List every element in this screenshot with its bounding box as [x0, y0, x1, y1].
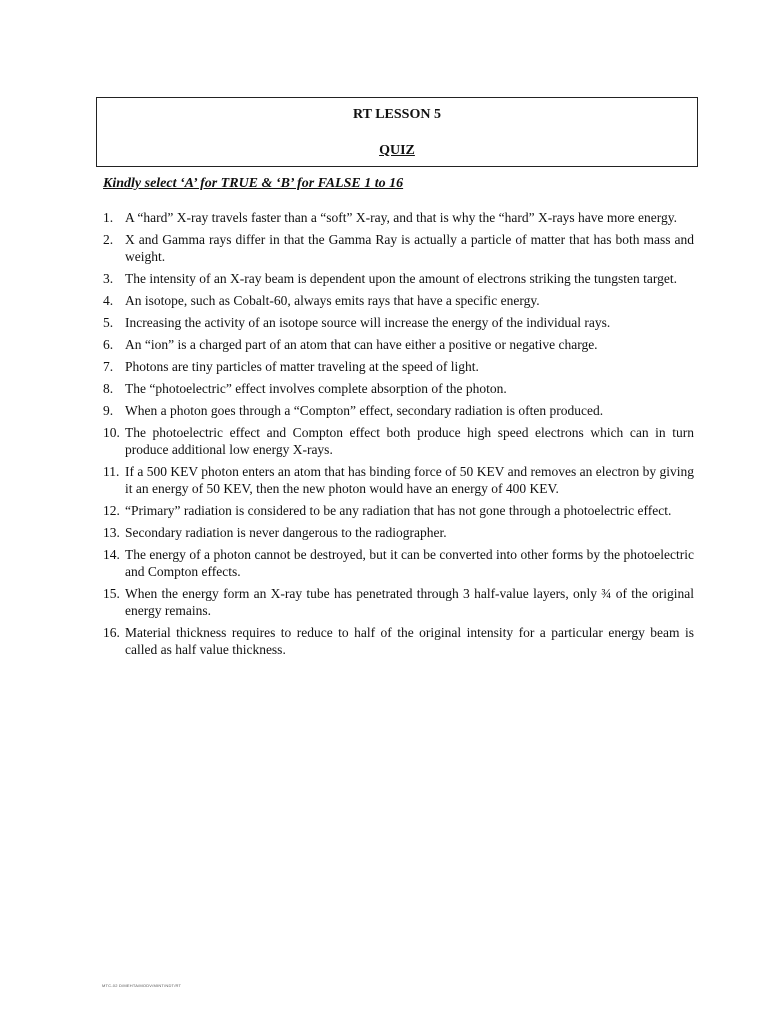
- question-number: 13.: [103, 525, 120, 540]
- question-text: Photons are tiny particles of matter traveling at the speed of light.: [125, 359, 479, 374]
- question-text: The photoelectric effect and Compton effect both produce high speed electrons which can in turn produce additional low energy X-rays.: [125, 425, 694, 457]
- document-footer-code: MTC-02 D/MEHTA/MODV/MINT/NDT/RT: [102, 983, 182, 988]
- question-item: [103, 209, 694, 226]
- question-item: [103, 524, 694, 541]
- question-text: A “hard” X-ray travels faster than a “soft” X-ray, and that is why the “hard” X-rays have more energy.: [125, 210, 678, 225]
- question-text: When a photon goes through a “Compton” effect, secondary radiation is often produced.: [125, 403, 604, 418]
- question-item: [103, 380, 694, 397]
- question-text: An isotope, such as Cobalt-60, always emits rays that have a specific energy.: [125, 293, 540, 308]
- question-number: 1.: [103, 210, 114, 225]
- question-item: [103, 292, 694, 309]
- question-text: The energy of a photon cannot be destroyed, but it can be converted into other forms by the photoelectric and Compton effects.: [125, 547, 694, 579]
- question-item: [103, 314, 694, 331]
- question-item: [103, 402, 694, 419]
- question-text: If a 500 KEV photon enters an atom that has binding force of 50 KEV and removes an electron by giving it an energy of 50 KEV, then the new photon would have an energy of 400 KEV.: [125, 464, 694, 496]
- question-item: [103, 546, 694, 580]
- question-item: [103, 463, 694, 497]
- question-number: 4.: [103, 293, 114, 308]
- question-text: X and Gamma rays differ in that the Gamma Ray is actually a particle of matter that has both mass and weight.: [125, 232, 694, 264]
- question-text: Increasing the activity of an isotope source will increase the energy of the individual rays.: [125, 315, 611, 330]
- question-number: 11.: [103, 464, 120, 479]
- question-number: 14.: [103, 547, 120, 562]
- question-item: [103, 231, 694, 265]
- question-number: 15.: [103, 586, 120, 601]
- question-number: 2.: [103, 232, 114, 247]
- quiz-title: QUIZ: [379, 143, 415, 158]
- question-number: 12.: [103, 503, 120, 518]
- question-number: 9.: [103, 403, 114, 418]
- question-number: 7.: [103, 359, 114, 374]
- question-number: 3.: [103, 271, 114, 286]
- question-list: [103, 209, 694, 663]
- question-item: [103, 624, 694, 658]
- question-item: [103, 336, 694, 353]
- question-text: Material thickness requires to reduce to half of the original intensity for a particular energy beam is called as half value thickness.: [125, 625, 694, 657]
- question-item: [103, 424, 694, 458]
- question-text: The intensity of an X-ray beam is dependent upon the amount of electrons striking the tungsten target.: [125, 271, 677, 286]
- question-item: [103, 270, 694, 287]
- question-number: 5.: [103, 315, 114, 330]
- question-text: “Primary” radiation is considered to be any radiation that has not gone through a photoelectric effect.: [125, 503, 672, 518]
- question-text: An “ion” is a charged part of an atom that can have either a positive or negative charge.: [125, 337, 598, 352]
- question-item: [103, 358, 694, 375]
- question-number: 6.: [103, 337, 114, 352]
- lesson-title: RT LESSON 5: [353, 107, 441, 122]
- question-number: 8.: [103, 381, 114, 396]
- question-item: [103, 502, 694, 519]
- question-item: [103, 585, 694, 619]
- question-text: Secondary radiation is never dangerous to the radiographer.: [125, 525, 447, 540]
- question-text: When the energy form an X-ray tube has penetrated through 3 half-value layers, only ¾ of the original energy remains.: [125, 586, 694, 618]
- question-number: 10.: [103, 425, 120, 440]
- question-text: The “photoelectric” effect involves complete absorption of the photon.: [125, 381, 507, 396]
- instructions-text: Kindly select ‘A’ for TRUE & ‘B’ for FALSE 1 to 16: [103, 176, 404, 191]
- title-box: [96, 97, 698, 167]
- question-number: 16.: [103, 625, 120, 640]
